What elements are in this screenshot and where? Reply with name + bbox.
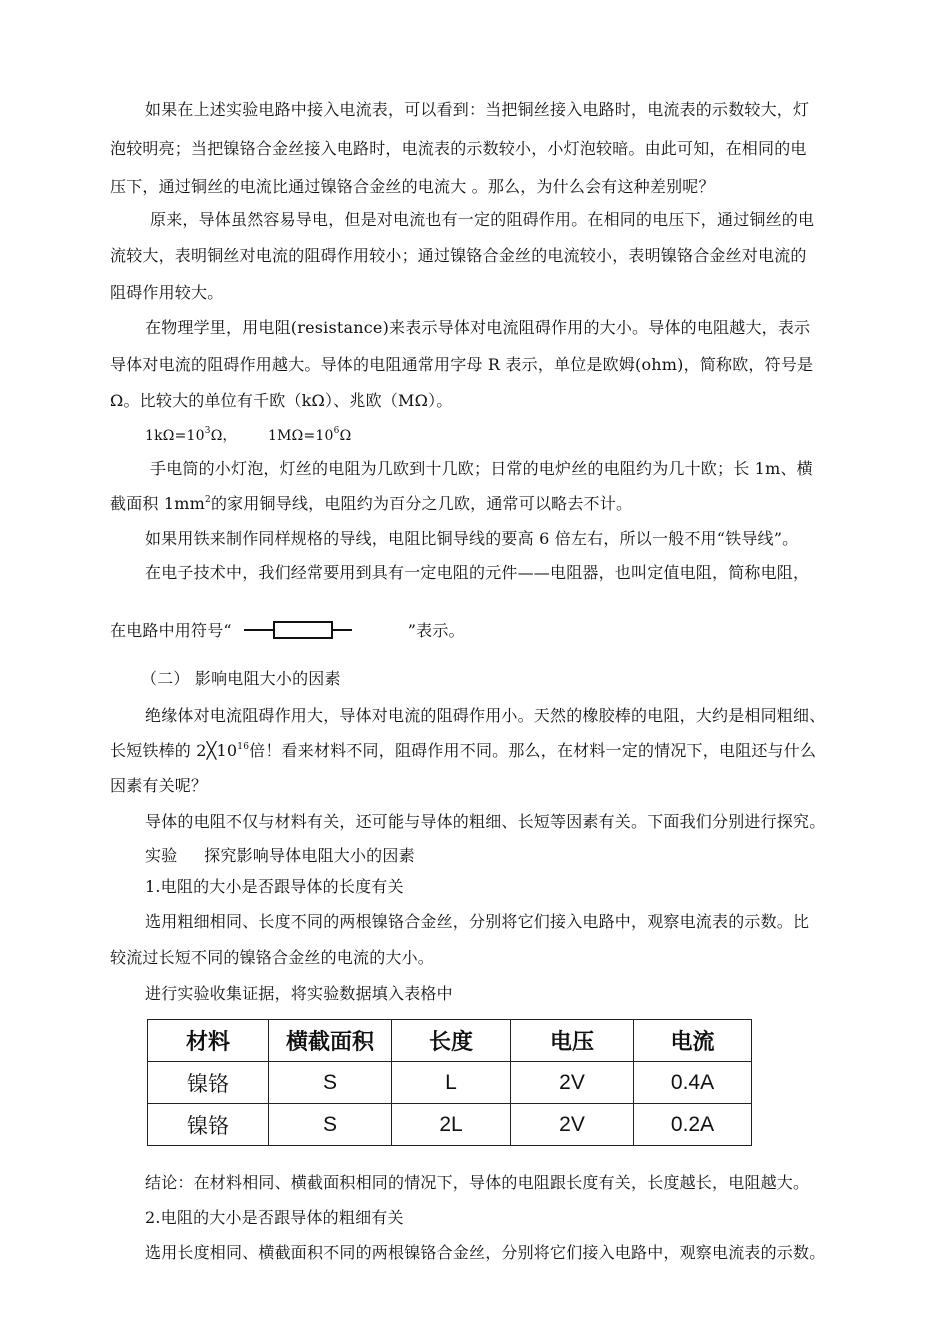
- paragraph-line: 绝缘体对电流阻碍作用大，导体对电流的阻碍作用小。天然的橡胶棒的电阻，大约是相同粗细、: [145, 706, 826, 725]
- table-cell: 0.4A: [634, 1062, 752, 1104]
- paragraph-line: 进行实验收集证据，将实验数据填入表格中: [145, 984, 453, 1003]
- paragraph-line: 长短铁棒的 $2╳10^{16}$倍！看来材料不同，阻碍作用不同。那么，在材料一定的情况下，电阻还与什么: [110, 741, 817, 760]
- equation-mohm: $1M\Omega=10^6\Omega$: [268, 426, 352, 444]
- table-cell: L: [392, 1062, 511, 1104]
- resistor-symbol-icon: [244, 620, 374, 640]
- table-cell: 2L: [392, 1104, 511, 1146]
- table-header-row: [148, 1020, 752, 1062]
- paragraph-line: 流较大，表明铜丝对电流的阻碍作用较小；通过镍铬合金丝的电流较小，表明镍铬合金丝对电流的: [110, 246, 807, 265]
- paragraph-line: 导体的电阻不仅与材料有关，还可能与导体的粗细、长短等因素有关。下面我们分别进行探究。: [145, 812, 826, 831]
- paragraph-line: 在电路中用符号“ ”表示。: [110, 621, 465, 640]
- paragraph-line: 选用粗细相同、长度不同的两根镍铬合金丝，分别将它们接入电路中，观察电流表的示数。比: [145, 912, 810, 931]
- paragraph-line: 阻碍作用较大。: [110, 283, 224, 302]
- table-cell: 镍铬: [148, 1104, 269, 1146]
- table-header-cell: 横截面积: [269, 1020, 392, 1062]
- section-heading: （二） 影响电阻大小的因素: [141, 669, 341, 688]
- table-cell: 镍铬: [148, 1062, 269, 1104]
- paragraph-line: 截面积 $1mm^2$的家用铜导线，电阻约为百分之几欧，通常可以略去不计。: [110, 494, 633, 513]
- paragraph-line: 原来，导体虽然容易导电，但是对电流也有一定的阻碍作用。在相同的电压下，通过铜丝的电: [150, 210, 815, 229]
- paragraph-line: 在电子技术中，我们经常要用到具有一定电阻的元件——电阻器，也叫定值电阻，简称电阻，: [145, 563, 810, 582]
- paragraph-line: 导体对电流的阻碍作用越大。导体的电阻通常用字母 R 表示，单位是欧姆(ohm)，简称欧，符号是: [110, 355, 814, 374]
- table-cell: S: [269, 1062, 392, 1104]
- table-row: [148, 1062, 752, 1104]
- table-header-cell: 材料: [148, 1020, 269, 1062]
- table-header-cell: 电流: [634, 1020, 752, 1062]
- paragraph-line: 选用长度相同、横截面积不同的两根镍铬合金丝，分别将它们接入电路中，观察电流表的示数。: [145, 1243, 826, 1262]
- paragraph-line: 在物理学里，用电阻(resistance)来表示导体对电流阻碍作用的大小。导体的电阻越大，表示: [145, 318, 811, 337]
- paragraph-line: 较流过长短不同的镍铬合金丝的电流的大小。: [110, 948, 435, 967]
- table-cell: 0.2A: [634, 1104, 752, 1146]
- list-item: 2.电阻的大小是否跟导体的粗细有关: [145, 1208, 404, 1227]
- unit-equation-line: [145, 426, 351, 446]
- paragraph-line: 压下，通过铜丝的电流比通过镍铬合金丝的电流大 。那么，为什么会有这种差别呢？: [110, 177, 715, 196]
- table-cell: 2V: [511, 1104, 634, 1146]
- paragraph-line: Ω。比较大的单位有千欧（kΩ）、兆欧（MΩ）。: [110, 391, 453, 410]
- table-header-cell: 长度: [392, 1020, 511, 1062]
- data-table: [147, 1019, 752, 1146]
- table-cell: 2V: [511, 1062, 634, 1104]
- paragraph-line: 如果在上述实验电路中接入电流表，可以看到：当把铜丝接入电路时，电流表的示数较大，灯: [145, 100, 810, 119]
- conclusion-line: 结论：在材料相同、横截面积相同的情况下，导体的电阻跟长度有关，长度越长，电阻越大。: [145, 1173, 810, 1192]
- paragraph-line: 如果用铁来制作同样规格的导线，电阻比铜导线的要高 6 倍左右，所以一般不用“铁导线”。: [145, 529, 799, 548]
- table-row: [148, 1104, 752, 1146]
- list-item: 1.电阻的大小是否跟导体的长度有关: [145, 877, 404, 896]
- table-header-cell: 电压: [511, 1020, 634, 1062]
- equation-kohm: $1k\Omega=10^3\Omega$，: [145, 426, 237, 444]
- paragraph-line: 手电筒的小灯泡，灯丝的电阻为几欧到十几欧；日常的电炉丝的电阻约为几十欧；长 1m、横: [150, 459, 813, 478]
- experiment-title: 实验 探究影响导体电阻大小的因素: [145, 846, 415, 865]
- paragraph-line: 因素有关呢？: [110, 776, 208, 795]
- paragraph-line: 泡较明亮；当把镍铬合金丝接入电路时，电流表的示数较小，小灯泡较暗。由此可知，在相同的电: [110, 139, 807, 158]
- table-cell: S: [269, 1104, 392, 1146]
